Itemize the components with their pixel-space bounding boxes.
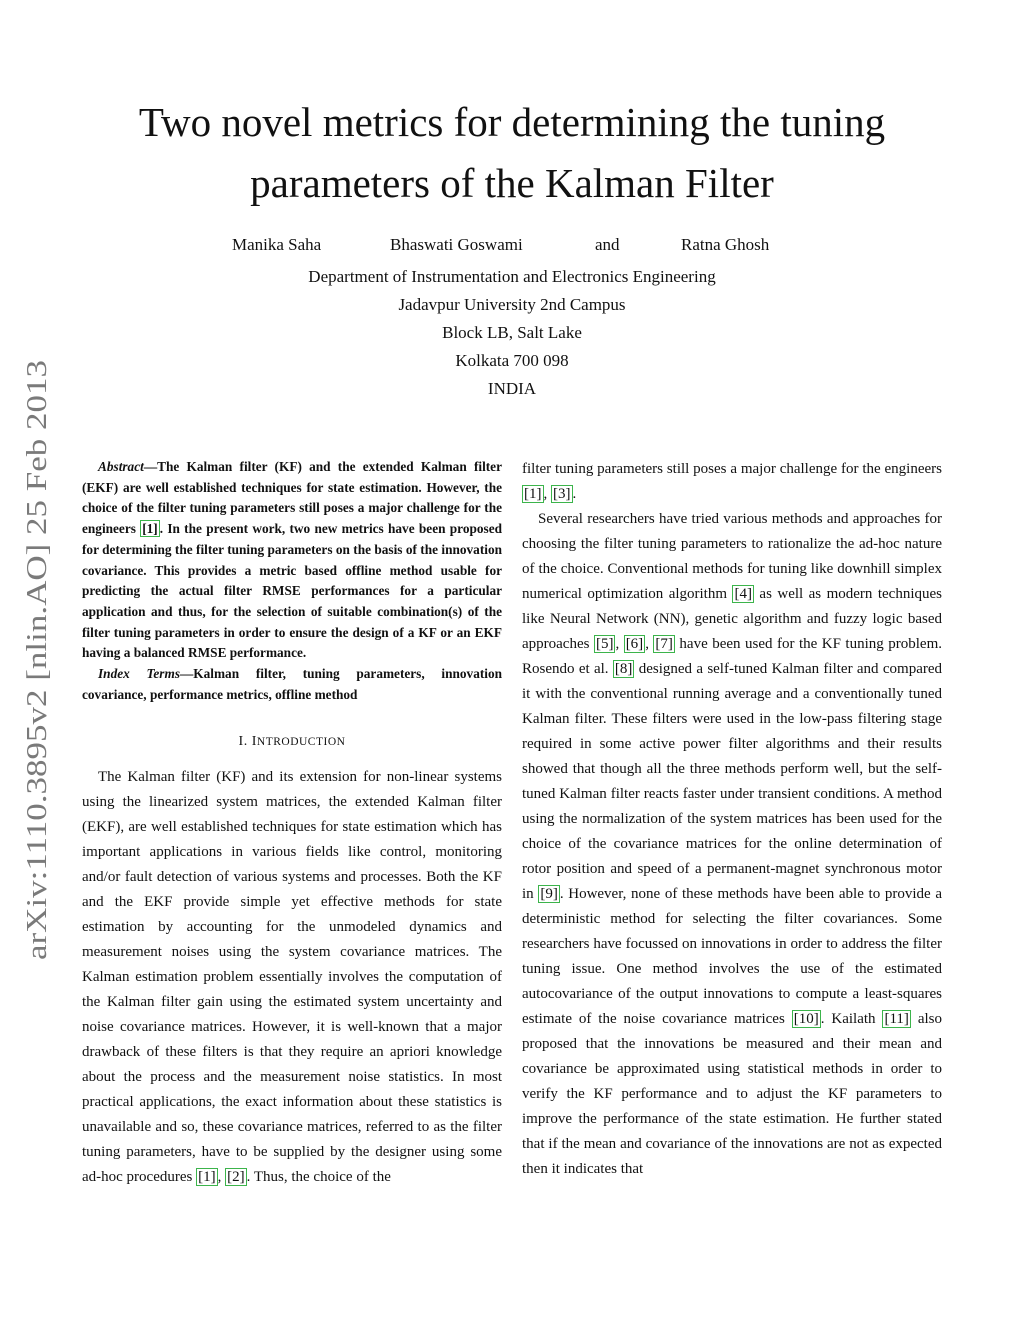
affiliation-line: INDIA [487,379,537,398]
citation-link[interactable]: [2] [227,1169,245,1186]
affiliation-line: Department of Instrumentation and Electronics Engineering [308,267,716,286]
citation-link[interactable]: [1] [524,486,542,502]
citation-link[interactable]: [1] [198,1169,216,1186]
section-title-rest: NTRODUCTION [256,736,346,749]
affiliation-block [0,263,1024,403]
arxiv-stamp-text: arXiv:1110.3895v2 [nlin.AO] 25 Feb 2013 [22,479,53,960]
citation-link[interactable]: [6] [625,636,644,652]
citation-separator: , [217,1169,226,1186]
abstract-text: . In the present work, two new metrics have been proposed for determining the filter tuning parameters on the basis of the innovation covariance. This provides a metric based offline method usable for predicting the actual filter RMSE performances for a particular application and thus, for the selection of suitable combination(s) of the filter tuning parameters in order to ensure the design of a KF or an EKF having a balanced RMSE performance. [82,521,502,661]
left-column [82,457,502,1190]
citation-link[interactable]: [9] [540,886,558,902]
citation-link[interactable]: [7] [655,636,673,652]
citation-separator: , [645,636,654,652]
citation-link[interactable]: [11] [884,1011,909,1027]
intro-paragraph-continued [522,457,942,507]
author-conjunction: and [595,235,620,254]
abstract-text: —The Kalman filter (KF) and the extended Kalman filter (EKF) are well established techniques for state estimation. However, the choice of the filter tuning parameters still poses a major challenge for the engineers [82,459,502,537]
section-heading-introduction [82,729,502,755]
affiliation-line: Kolkata 700 098 [455,351,569,370]
citation-link[interactable]: [10] [793,1011,819,1027]
paragraph-text: The Kalman filter (KF) and its extension for non-linear systems using the linearized system matrices, the extended Kalman filter (EKF), are well established techniques for state estimation which has important applications in various fields like control, monitoring and/or fault detection of various systems and processes. Both the KF and the EKF provide simple yet effective methods for state estimation by accounting for the unmodeled dynamics and measurement noises using the system covariance matrices. The Kalman estimation problem essentially involves the computation of the Kalman filter gain using the estimated system uncertainty and noise covariance matrices. However, it is well-known that a major drawback of these filters is that they require an apriori knowledge about the process and the measurement noise statistics. In most practical applications, the exact information about these statistics is unavailable and so, these covariance matrices, referred to as the filter tuning parameters, have to be supplied by the designer using some ad-hoc procedures [82,769,502,1186]
paragraph-text: as well as modern techniques like Neural Network (NN), genetic algorithm and fuzzy logic based approaches [522,586,942,652]
citation-link[interactable]: [8] [614,661,633,677]
citation-link[interactable]: [5] [595,636,614,652]
abstract-label: Abstract [98,459,144,474]
citation-separator: , [615,636,624,652]
related-work-paragraph [522,507,942,1182]
right-column [522,457,942,1182]
index-terms-text: —Kalman filter, tuning parameters, innovation covariance, performance metrics, offline method [82,666,503,702]
paragraph-text: designed a self-tuned Kalman filter and compared it with the conventional running average and a conventionally tuned Kalman filter. These filters were used in the low-pass filtering stage required in some active power filter algorithms and their results showed that though all the three methods perform well, but the self-tuned Kalman filter reacts faster under transient conditions. A method using the normalization of the system matrices has been used for the choice of the covariance matrices for the online determination of rotor position and speed of a permanent-magnet synchronous motor in [522,661,942,902]
paragraph-text: have been used for the KF tuning problem. Rosendo et al. [522,636,942,677]
citation-separator: , [543,486,551,502]
arxiv-identifier-stamp [8,355,58,965]
index-terms-label: Index Terms [98,666,180,682]
paragraph-text: also proposed that the innovations be measured and their mean and covariance be approximated using statistical methods in order to verify the KF performance and to adjust the KF parameters to improve the performance of the state estimation. He further stated that if the mean and covariance of the innovations are not as expected then it indicates that [522,1011,942,1177]
section-number: I. [238,734,252,750]
section-title-initial: I [251,734,257,750]
abstract [82,457,502,664]
author-name: Manika Saha [232,235,322,254]
author-name: Bhaswati Goswami [390,235,523,254]
affiliation-line: Jadavpur University 2nd Campus [398,295,626,314]
paragraph-text: . [572,486,577,502]
index-terms [82,664,502,705]
citation-link[interactable]: [3] [553,486,571,502]
paragraph-text: . Kailath [820,1011,883,1027]
author-list [0,235,1024,259]
intro-paragraph [82,765,502,1190]
paragraph-text: Several researchers have tried various methods and approaches for choosing the filter tuning parameters to rationalize the ad-hoc nature of the choice. Conventional methods for tuning like downhill simplex numerical optimization algorithm [522,511,942,602]
citation-link[interactable]: [1] [142,521,158,537]
affiliation-line: Block LB, Salt Lake [442,323,582,342]
paragraph-text: . Thus, the choice of the [246,1169,391,1186]
citation-link[interactable]: [4] [734,586,752,602]
paragraph-text: filter tuning parameters still poses a major challenge for the engineers [522,461,942,477]
author-name: Ratna Ghosh [681,235,770,254]
paper-title: Two novel metrics for determining the tuning parameters of the Kalman Filter [138,99,886,206]
paragraph-text: . However, none of these methods have been able to provide a deterministic method for selecting the filter covariances. Some researchers have focussed on innovations in order to address the filter tuning issue. One method involves the use of the estimated autocovariance of the output innovations to compute a least-squares estimate of the noise covariance matrices [522,886,942,1027]
